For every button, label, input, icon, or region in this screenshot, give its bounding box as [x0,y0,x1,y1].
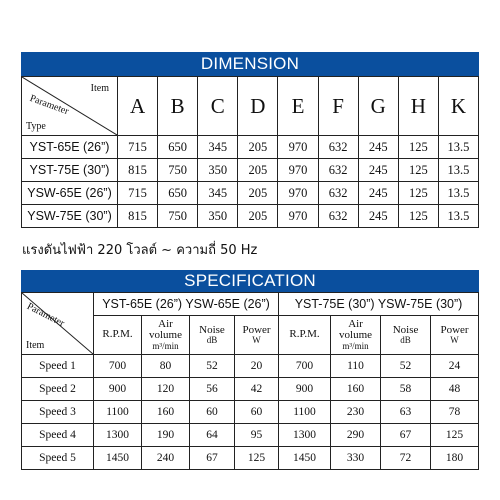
spec-value: 52 [190,355,235,378]
table-row [22,378,479,401]
spec-value: 230 [331,401,381,424]
spec-value: 180 [431,447,479,470]
spec-value: 1450 [279,447,331,470]
col-header-b: B [158,77,198,136]
dim-value: 650 [158,182,198,205]
spec-value: 700 [94,355,142,378]
spec-value: 67 [190,447,235,470]
dimension-title-band [21,52,479,76]
specification-title-band [21,270,479,292]
dim-value: 125 [398,205,438,228]
table-row [22,401,479,424]
dim-value: 205 [238,159,278,182]
dim-value: 205 [238,182,278,205]
col-header-c: C [198,77,238,136]
spec-value: 700 [279,355,331,378]
subheader-rpm: R.P.M. [94,316,142,355]
dim-value: 715 [118,182,158,205]
spec-value: 67 [381,424,431,447]
dim-value: 125 [398,182,438,205]
spec-value: 56 [190,378,235,401]
spec-value: 78 [431,401,479,424]
spec-value: 60 [235,401,279,424]
dim-value: 970 [278,205,318,228]
type-cell: YST-75E (30”) [22,159,118,182]
dim-value: 970 [278,136,318,159]
subheader-noise: Noise dB [190,316,235,355]
table-row [22,355,479,378]
col-header-h: H [398,77,438,136]
spec-value: 290 [331,424,381,447]
spec-value: 190 [142,424,190,447]
spec-value: 120 [142,378,190,401]
spec-value: 60 [190,401,235,424]
spec-value: 80 [142,355,190,378]
dim-value: 13.5 [438,182,478,205]
subheader-power: Power W [431,316,479,355]
dim-value: 245 [358,136,398,159]
spec-value: 1300 [279,424,331,447]
dimension-table [21,76,479,228]
dim-value: 970 [278,182,318,205]
spec-value: 1100 [94,401,142,424]
corner-type-label: Type [26,121,46,132]
subheader-power: Power W [235,316,279,355]
subheader-rpm: R.P.M. [279,316,331,355]
dimension-title: DIMENSION [200,54,300,73]
spec-value: 160 [331,378,381,401]
type-cell: YST-65E (26”) [22,136,118,159]
dim-value: 632 [318,205,358,228]
spec-value: 125 [235,447,279,470]
dim-value: 13.5 [438,159,478,182]
dim-value: 750 [158,205,198,228]
spec-value: 125 [431,424,479,447]
subheader-noise: Noise dB [381,316,431,355]
model-header-row [22,293,479,316]
dim-value: 125 [398,136,438,159]
dim-value: 13.5 [438,136,478,159]
spec-value: 1100 [279,401,331,424]
speed-label: Speed 4 [22,424,94,447]
col-header-g: G [358,77,398,136]
spec-value: 63 [381,401,431,424]
table-row [22,136,479,159]
speed-label: Speed 3 [22,401,94,424]
voltage-note: แรงดันไฟฟ้า 220 โวลต์ ~ ความถี่ 50 Hz [22,243,258,258]
dim-value: 815 [118,205,158,228]
dim-value: 650 [158,136,198,159]
dim-value: 345 [198,136,238,159]
col-header-d: D [238,77,278,136]
table-row [22,205,479,228]
dim-value: 205 [238,136,278,159]
corner-item-label: Item [26,340,45,351]
type-cell: YSW-65E (26”) [22,182,118,205]
col-header-k: K [438,77,478,136]
dim-value: 350 [198,159,238,182]
dim-value: 245 [358,205,398,228]
dim-value: 750 [158,159,198,182]
speed-label: Speed 2 [22,378,94,401]
dim-value: 715 [118,136,158,159]
dim-value: 350 [198,205,238,228]
spec-value: 58 [381,378,431,401]
model-group-right: YST-75E (30”) YSW-75E (30”) [279,293,479,316]
spec-value: 42 [235,378,279,401]
dim-value: 125 [398,159,438,182]
spec-value: 48 [431,378,479,401]
dim-value: 345 [198,182,238,205]
spec-value: 900 [94,378,142,401]
col-header-a: A [118,77,158,136]
spec-value: 110 [331,355,381,378]
table-row [22,447,479,470]
dim-value: 245 [358,182,398,205]
speed-label: Speed 1 [22,355,94,378]
dim-value: 632 [318,182,358,205]
table-row [22,159,479,182]
corner-parameter-label: Parameter [28,93,71,118]
col-header-e: E [278,77,318,136]
dim-value: 970 [278,159,318,182]
table-row [22,182,479,205]
subheader-air-volume: Air volume m³/min [142,316,190,355]
spec-value: 1300 [94,424,142,447]
dim-value: 632 [318,159,358,182]
dim-value: 13.5 [438,205,478,228]
spec-value: 24 [431,355,479,378]
spec-value: 64 [190,424,235,447]
subheader-air-volume: Air volume m³/min [331,316,381,355]
spec-value: 72 [381,447,431,470]
corner-item-label: Item [90,83,109,94]
specification-corner-cell [22,293,94,355]
type-cell: YSW-75E (30”) [22,205,118,228]
table-row [22,424,479,447]
model-group-left: YST-65E (26”) YSW-65E (26”) [94,293,279,316]
col-header-f: F [318,77,358,136]
dim-value: 815 [118,159,158,182]
corner-parameter-label: Parameter [25,301,67,330]
dimension-corner-cell [22,77,118,136]
speed-label: Speed 5 [22,447,94,470]
spec-value: 95 [235,424,279,447]
dimension-header-row [22,77,479,136]
spec-value: 900 [279,378,331,401]
spec-value: 240 [142,447,190,470]
specification-table [21,292,479,470]
dim-value: 632 [318,136,358,159]
dim-value: 205 [238,205,278,228]
spec-value: 330 [331,447,381,470]
spec-value: 20 [235,355,279,378]
spec-value: 52 [381,355,431,378]
specification-title: SPECIFICATION [184,271,316,290]
dim-value: 245 [358,159,398,182]
spec-value: 1450 [94,447,142,470]
spec-value: 160 [142,401,190,424]
